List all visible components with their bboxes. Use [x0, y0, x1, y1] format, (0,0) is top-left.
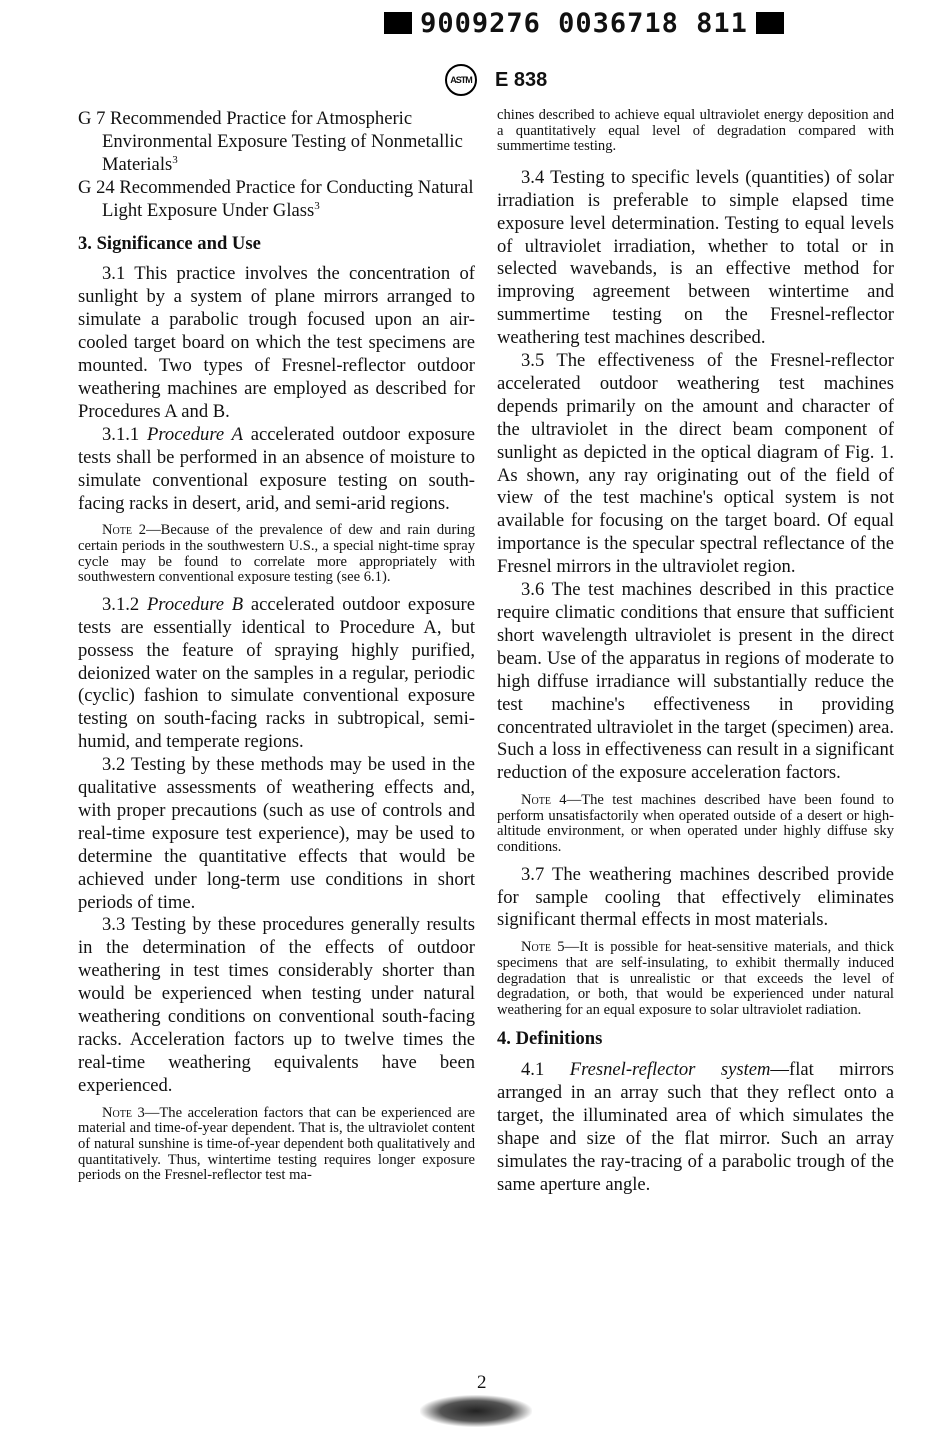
note-5: Note 5—It is possible for heat-sensitive materials, and thick specimens that are self-insulating, to exhibit thermally induced degradation that is unrealistic or that exceeds the level of degradation, or both, that would be experienced under natural weathering for an equal exposure to solar ultraviolet radiation.	[497, 939, 894, 1018]
barcode-block-right	[756, 12, 784, 34]
scan-smudge	[420, 1395, 532, 1427]
paragraph-3-7: 3.7 The weathering machines described provide for sample cooling that effectively eliminates significant thermal effects in most materials.	[497, 863, 894, 931]
paragraph-3-1-2: 3.1.2 Procedure B accelerated outdoor exposure tests are essentially identical to Procedure A, but possess the feature of spraying highly purified, deionized water on the samples in a regular, periodic (cyclic) fashion to simulate conventional exposure testing on south-facing racks in subtropical, semi-humid, and temperate regions.	[78, 593, 475, 753]
barcode-block-left	[384, 12, 412, 34]
note-3-continued: chines described to achieve equal ultraviolet energy deposition and a quantitatively equal level of degradation compared with summertime testing.	[497, 107, 894, 155]
standard-designation: E 838	[495, 68, 548, 91]
astm-logo-icon: ASTM	[445, 64, 477, 96]
barcode-header	[384, 8, 784, 38]
paragraph-3-2: 3.2 Testing by these methods may be used in the qualitative assessments of weathering effects and, with proper precautions (such as use of controls and real-time exposure test experience), may be used to determine the quantitative effects that would be achieved under long-term use conditions in short periods of time.	[78, 754, 475, 913]
paragraph-3-1-1: 3.1.1 Procedure A accelerated outdoor exposure tests shall be performed in an absence of moisture to simulate conventional exposure testing on south-facing racks in desert, arid, and semi-arid regions.	[78, 423, 475, 514]
reference-g24: G 24 Recommended Practice for Conducting Natural Light Exposure Under Glass$^3$	[78, 176, 474, 221]
paragraph-3-4: 3.4 Testing to specific levels (quantities) of solar irradiation is preferable to simple elapsed time exposure level determination. Testing to equal levels of ultraviolet irradiation, whether to total or in selected wavebands, is an effective method for improving agreement between wintertime and summertime testing on the Fresnel-reflector weathering test machines described.	[497, 166, 894, 349]
paragraph-3-3: 3.3 Testing by these procedures generally results in the determination of the effects of outdoor weathering in test times considerably shorter than would be experienced when testing under natural weathering conditions on conventional south-facing racks. Acceleration factors up to twelve times the real-time weathering equivalents have been experienced.	[78, 914, 475, 1096]
left-column	[78, 108, 475, 1192]
note-4: Note 4—The test machines described have been found to perform unsatisfactorily when operated outside of a desert or high-altitude environment, or when operated under highly diffuse sky conditions.	[497, 792, 894, 856]
right-column	[497, 108, 894, 1197]
paragraph-3-1: 3.1 This practice involves the concentration of sunlight by a system of plane mirrors arranged to simulate a parabolic trough focused upon an air-cooled target board on which the test specimens are mounted. Two types of Fresnel-reflector outdoor weathering machines are employed as described for Procedures A and B.	[78, 263, 475, 422]
note-2: Note 2—Because of the prevalence of dew and rain during certain periods in the southwestern U.S., a special night-time spray cycle may be found to correlate more appropriately with southwestern conventional exposure testing (see 6.1).	[78, 522, 475, 586]
section-heading-4: 4. Definitions	[497, 1028, 603, 1050]
paragraph-3-6: 3.6 The test machines described in this practice require climatic conditions that ensure that sufficient short wavelength ultraviolet is present in the direct beam. Use of the apparatus in regions of moderate to high diffuse irradiance will substantially reduce the test machine's effectiveness in providing concentrated ultraviolet in the target (specimen) area. Such a loss in effectiveness can result in a significant reduction of the exposure acceleration factors.	[497, 579, 894, 784]
page-number: 2	[477, 1372, 487, 1393]
note-3: Note 3—The acceleration factors that can be experienced are material and time-of-year dependent. That is, the ultraviolet content of natural sunshine is time-of-year dependent both qualitatively and quantitatively. Thus, wintertime testing requires longer exposure periods on the Fresnel-reflector test ma-	[78, 1104, 475, 1184]
paragraph-3-5: 3.5 The effectiveness of the Fresnel-reflector accelerated outdoor weathering test machines depends primarily on the amount and character of the ultraviolet in the direct beam component of sunlight as depicted in the optical diagram of Fig. 1. As shown, any ray originating out of the field of view of the test machine's optical system is not available for focusing on the target board. Of equal importance is the specular spectral reflectance of the Fresnel mirrors in the ultraviolet region.	[497, 350, 894, 578]
page-header	[445, 64, 547, 96]
paragraph-4-1: 4.1 Fresnel-reflector system—flat mirrors arranged in an array such that they reflect onto a target, the illuminated area of which simulates the shape and size of the flat mirror. Such an array simulates the ray-tracing of a parabolic trough of the same aperture angle.	[497, 1059, 895, 1195]
barcode-number: 9009276 0036718 811	[420, 7, 748, 39]
section-heading-3: 3. Significance and Use	[78, 232, 261, 254]
reference-g7: G 7 Recommended Practice for Atmospheric Environmental Exposure Testing of Nonmetallic Materials$^3$	[78, 108, 463, 175]
